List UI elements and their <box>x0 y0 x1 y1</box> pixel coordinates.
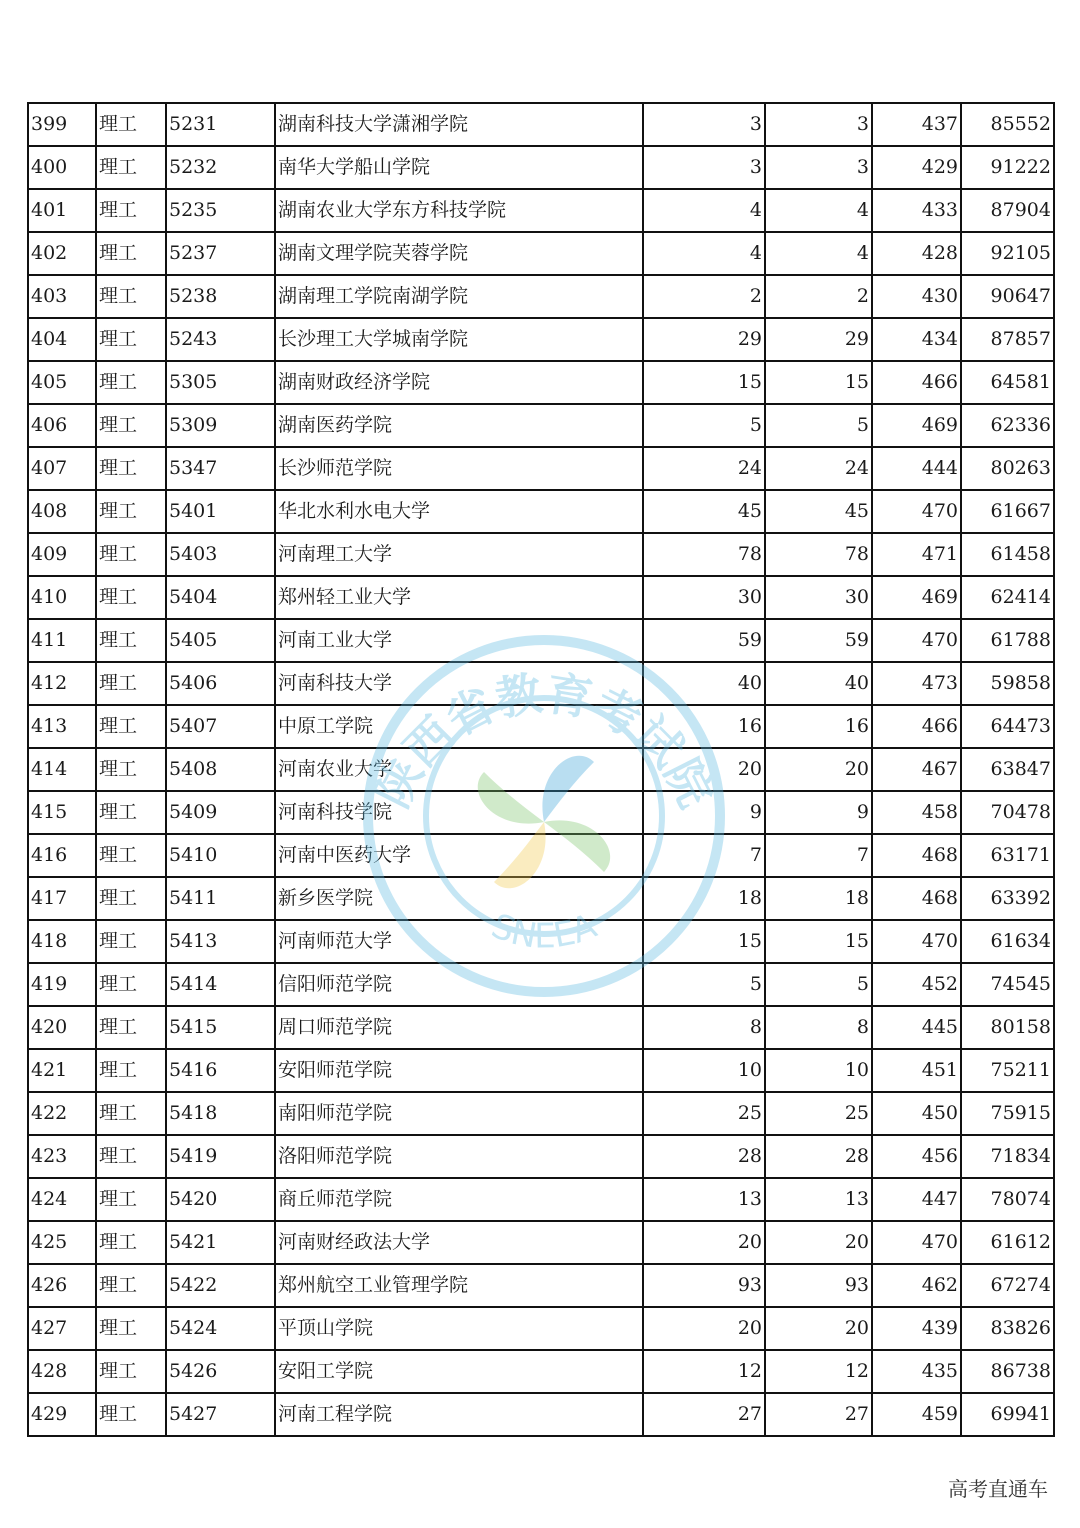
category-cell: 理工 <box>96 576 166 619</box>
plan-count-cell: 5 <box>643 963 765 1006</box>
table-row <box>28 1135 1054 1178</box>
school-name-cell: 平顶山学院 <box>275 1307 643 1350</box>
row-index-cell: 429 <box>28 1393 96 1436</box>
plan-count-cell: 4 <box>643 232 765 275</box>
table-row <box>28 1350 1054 1393</box>
school-code-cell: 5419 <box>166 1135 275 1178</box>
category-cell: 理工 <box>96 275 166 318</box>
category-cell: 理工 <box>96 146 166 189</box>
min-score-cell: 468 <box>872 877 961 920</box>
min-score-cell: 451 <box>872 1049 961 1092</box>
category-cell: 理工 <box>96 619 166 662</box>
table-row <box>28 275 1054 318</box>
plan-count-cell: 59 <box>643 619 765 662</box>
row-index-cell: 416 <box>28 834 96 877</box>
category-cell: 理工 <box>96 963 166 1006</box>
rank-cell: 71834 <box>961 1135 1054 1178</box>
plan-count-cell: 3 <box>643 103 765 146</box>
min-score-cell: 444 <box>872 447 961 490</box>
rank-cell: 78074 <box>961 1178 1054 1221</box>
table-row <box>28 1178 1054 1221</box>
admitted-count-cell: 29 <box>765 318 872 361</box>
row-index-cell: 408 <box>28 490 96 533</box>
table-row <box>28 189 1054 232</box>
category-cell: 理工 <box>96 490 166 533</box>
school-code-cell: 5237 <box>166 232 275 275</box>
school-name-cell: 新乡医学院 <box>275 877 643 920</box>
rank-cell: 61612 <box>961 1221 1054 1264</box>
school-code-cell: 5416 <box>166 1049 275 1092</box>
admitted-count-cell: 40 <box>765 662 872 705</box>
school-code-cell: 5238 <box>166 275 275 318</box>
row-index-cell: 412 <box>28 662 96 705</box>
category-cell: 理工 <box>96 1221 166 1264</box>
min-score-cell: 434 <box>872 318 961 361</box>
admitted-count-cell: 16 <box>765 705 872 748</box>
category-cell: 理工 <box>96 834 166 877</box>
table-row <box>28 533 1054 576</box>
school-name-cell: 周口师范学院 <box>275 1006 643 1049</box>
rank-cell: 80158 <box>961 1006 1054 1049</box>
admitted-count-cell: 27 <box>765 1393 872 1436</box>
min-score-cell: 435 <box>872 1350 961 1393</box>
rank-cell: 61788 <box>961 619 1054 662</box>
admitted-count-cell: 12 <box>765 1350 872 1393</box>
min-score-cell: 456 <box>872 1135 961 1178</box>
category-cell: 理工 <box>96 533 166 576</box>
table-row <box>28 103 1054 146</box>
min-score-cell: 428 <box>872 232 961 275</box>
school-name-cell: 湖南财政经济学院 <box>275 361 643 404</box>
category-cell: 理工 <box>96 877 166 920</box>
admitted-count-cell: 30 <box>765 576 872 619</box>
row-index-cell: 428 <box>28 1350 96 1393</box>
rank-cell: 90647 <box>961 275 1054 318</box>
table-row <box>28 619 1054 662</box>
school-name-cell: 安阳工学院 <box>275 1350 643 1393</box>
category-cell: 理工 <box>96 1307 166 1350</box>
plan-count-cell: 12 <box>643 1350 765 1393</box>
table-row <box>28 791 1054 834</box>
plan-count-cell: 29 <box>643 318 765 361</box>
min-score-cell: 430 <box>872 275 961 318</box>
table-row <box>28 834 1054 877</box>
plan-count-cell: 10 <box>643 1049 765 1092</box>
table-row <box>28 361 1054 404</box>
admitted-count-cell: 18 <box>765 877 872 920</box>
school-code-cell: 5410 <box>166 834 275 877</box>
plan-count-cell: 28 <box>643 1135 765 1178</box>
table-row <box>28 705 1054 748</box>
min-score-cell: 437 <box>872 103 961 146</box>
min-score-cell: 433 <box>872 189 961 232</box>
category-cell: 理工 <box>96 920 166 963</box>
min-score-cell: 459 <box>872 1393 961 1436</box>
plan-count-cell: 9 <box>643 791 765 834</box>
admitted-count-cell: 15 <box>765 920 872 963</box>
school-name-cell: 湖南理工学院南湖学院 <box>275 275 643 318</box>
school-code-cell: 5409 <box>166 791 275 834</box>
category-cell: 理工 <box>96 1006 166 1049</box>
school-name-cell: 安阳师范学院 <box>275 1049 643 1092</box>
min-score-cell: 452 <box>872 963 961 1006</box>
rank-cell: 63171 <box>961 834 1054 877</box>
category-cell: 理工 <box>96 1350 166 1393</box>
row-index-cell: 400 <box>28 146 96 189</box>
school-code-cell: 5424 <box>166 1307 275 1350</box>
rank-cell: 87904 <box>961 189 1054 232</box>
min-score-cell: 458 <box>872 791 961 834</box>
admitted-count-cell: 20 <box>765 748 872 791</box>
admitted-count-cell: 9 <box>765 791 872 834</box>
category-cell: 理工 <box>96 447 166 490</box>
seal-text-top: 陕西省教育考试院 <box>364 665 724 816</box>
admitted-count-cell: 13 <box>765 1178 872 1221</box>
category-cell: 理工 <box>96 189 166 232</box>
plan-count-cell: 16 <box>643 705 765 748</box>
min-score-cell: 445 <box>872 1006 961 1049</box>
table-row <box>28 963 1054 1006</box>
school-name-cell: 河南财经政法大学 <box>275 1221 643 1264</box>
plan-count-cell: 20 <box>643 1221 765 1264</box>
table-row <box>28 920 1054 963</box>
row-index-cell: 425 <box>28 1221 96 1264</box>
rank-cell: 85552 <box>961 103 1054 146</box>
rank-cell: 62414 <box>961 576 1054 619</box>
table-row <box>28 1221 1054 1264</box>
row-index-cell: 415 <box>28 791 96 834</box>
rank-cell: 61634 <box>961 920 1054 963</box>
rank-cell: 83826 <box>961 1307 1054 1350</box>
school-code-cell: 5235 <box>166 189 275 232</box>
table-body <box>28 103 1054 1436</box>
admitted-count-cell: 3 <box>765 103 872 146</box>
min-score-cell: 471 <box>872 533 961 576</box>
min-score-cell: 470 <box>872 490 961 533</box>
school-code-cell: 5401 <box>166 490 275 533</box>
row-index-cell: 401 <box>28 189 96 232</box>
min-score-cell: 469 <box>872 576 961 619</box>
admitted-count-cell: 93 <box>765 1264 872 1307</box>
min-score-cell: 473 <box>872 662 961 705</box>
rank-cell: 86738 <box>961 1350 1054 1393</box>
school-code-cell: 5415 <box>166 1006 275 1049</box>
admitted-count-cell: 78 <box>765 533 872 576</box>
row-index-cell: 399 <box>28 103 96 146</box>
admitted-count-cell: 20 <box>765 1221 872 1264</box>
min-score-cell: 466 <box>872 705 961 748</box>
row-index-cell: 421 <box>28 1049 96 1092</box>
plan-count-cell: 20 <box>643 748 765 791</box>
school-code-cell: 5408 <box>166 748 275 791</box>
plan-count-cell: 78 <box>643 533 765 576</box>
school-code-cell: 5407 <box>166 705 275 748</box>
table-row <box>28 1307 1054 1350</box>
school-name-cell: 郑州航空工业管理学院 <box>275 1264 643 1307</box>
school-name-cell: 南阳师范学院 <box>275 1092 643 1135</box>
rank-cell: 80263 <box>961 447 1054 490</box>
school-code-cell: 5403 <box>166 533 275 576</box>
row-index-cell: 424 <box>28 1178 96 1221</box>
plan-count-cell: 93 <box>643 1264 765 1307</box>
admitted-count-cell: 2 <box>765 275 872 318</box>
school-name-cell: 信阳师范学院 <box>275 963 643 1006</box>
min-score-cell: 470 <box>872 1221 961 1264</box>
school-name-cell: 河南农业大学 <box>275 748 643 791</box>
school-name-cell: 河南师范大学 <box>275 920 643 963</box>
admitted-count-cell: 28 <box>765 1135 872 1178</box>
category-cell: 理工 <box>96 1178 166 1221</box>
school-code-cell: 5414 <box>166 963 275 1006</box>
row-index-cell: 417 <box>28 877 96 920</box>
row-index-cell: 420 <box>28 1006 96 1049</box>
table-row <box>28 748 1054 791</box>
rank-cell: 61458 <box>961 533 1054 576</box>
row-index-cell: 419 <box>28 963 96 1006</box>
admitted-count-cell: 5 <box>765 404 872 447</box>
row-index-cell: 403 <box>28 275 96 318</box>
school-code-cell: 5421 <box>166 1221 275 1264</box>
row-index-cell: 404 <box>28 318 96 361</box>
school-code-cell: 5232 <box>166 146 275 189</box>
plan-count-cell: 25 <box>643 1092 765 1135</box>
school-name-cell: 郑州轻工业大学 <box>275 576 643 619</box>
school-name-cell: 商丘师范学院 <box>275 1178 643 1221</box>
rank-cell: 61667 <box>961 490 1054 533</box>
plan-count-cell: 5 <box>643 404 765 447</box>
category-cell: 理工 <box>96 791 166 834</box>
table-row <box>28 1092 1054 1135</box>
rank-cell: 75915 <box>961 1092 1054 1135</box>
rank-cell: 70478 <box>961 791 1054 834</box>
rank-cell: 91222 <box>961 146 1054 189</box>
row-index-cell: 427 <box>28 1307 96 1350</box>
admitted-count-cell: 3 <box>765 146 872 189</box>
admitted-count-cell: 8 <box>765 1006 872 1049</box>
plan-count-cell: 20 <box>643 1307 765 1350</box>
admitted-count-cell: 4 <box>765 189 872 232</box>
rank-cell: 63392 <box>961 877 1054 920</box>
admitted-count-cell: 59 <box>765 619 872 662</box>
school-name-cell: 湖南文理学院芙蓉学院 <box>275 232 643 275</box>
table-row <box>28 662 1054 705</box>
school-name-cell: 河南工业大学 <box>275 619 643 662</box>
min-score-cell: 470 <box>872 619 961 662</box>
school-code-cell: 5422 <box>166 1264 275 1307</box>
school-code-cell: 5231 <box>166 103 275 146</box>
school-code-cell: 5413 <box>166 920 275 963</box>
category-cell: 理工 <box>96 1135 166 1178</box>
plan-count-cell: 2 <box>643 275 765 318</box>
rank-cell: 92105 <box>961 232 1054 275</box>
table-row <box>28 1049 1054 1092</box>
school-code-cell: 5309 <box>166 404 275 447</box>
plan-count-cell: 27 <box>643 1393 765 1436</box>
table-row <box>28 146 1054 189</box>
rank-cell: 74545 <box>961 963 1054 1006</box>
school-code-cell: 5305 <box>166 361 275 404</box>
rank-cell: 62336 <box>961 404 1054 447</box>
school-code-cell: 5411 <box>166 877 275 920</box>
category-cell: 理工 <box>96 318 166 361</box>
plan-count-cell: 30 <box>643 576 765 619</box>
admitted-count-cell: 10 <box>765 1049 872 1092</box>
category-cell: 理工 <box>96 404 166 447</box>
category-cell: 理工 <box>96 103 166 146</box>
row-index-cell: 407 <box>28 447 96 490</box>
admitted-count-cell: 45 <box>765 490 872 533</box>
school-code-cell: 5243 <box>166 318 275 361</box>
school-code-cell: 5427 <box>166 1393 275 1436</box>
table-row <box>28 232 1054 275</box>
table-row <box>28 1393 1054 1436</box>
admitted-count-cell: 7 <box>765 834 872 877</box>
school-name-cell: 河南理工大学 <box>275 533 643 576</box>
min-score-cell: 429 <box>872 146 961 189</box>
table-row <box>28 447 1054 490</box>
category-cell: 理工 <box>96 1049 166 1092</box>
category-cell: 理工 <box>96 1092 166 1135</box>
school-name-cell: 洛阳师范学院 <box>275 1135 643 1178</box>
school-code-cell: 5406 <box>166 662 275 705</box>
rank-cell: 69941 <box>961 1393 1054 1436</box>
admitted-count-cell: 4 <box>765 232 872 275</box>
table-row <box>28 404 1054 447</box>
table-row <box>28 576 1054 619</box>
admitted-count-cell: 15 <box>765 361 872 404</box>
school-name-cell: 长沙师范学院 <box>275 447 643 490</box>
school-code-cell: 5404 <box>166 576 275 619</box>
plan-count-cell: 8 <box>643 1006 765 1049</box>
min-score-cell: 439 <box>872 1307 961 1350</box>
table-row <box>28 877 1054 920</box>
table-row <box>28 318 1054 361</box>
plan-count-cell: 15 <box>643 361 765 404</box>
min-score-cell: 447 <box>872 1178 961 1221</box>
category-cell: 理工 <box>96 232 166 275</box>
school-name-cell: 华北水利水电大学 <box>275 490 643 533</box>
category-cell: 理工 <box>96 705 166 748</box>
rank-cell: 59858 <box>961 662 1054 705</box>
rank-cell: 64473 <box>961 705 1054 748</box>
rank-cell: 87857 <box>961 318 1054 361</box>
plan-count-cell: 7 <box>643 834 765 877</box>
category-cell: 理工 <box>96 1264 166 1307</box>
footer-brand: 高考直通车 <box>944 1473 1052 1502</box>
school-name-cell: 河南科技大学 <box>275 662 643 705</box>
category-cell: 理工 <box>96 748 166 791</box>
school-name-cell: 湖南农业大学东方科技学院 <box>275 189 643 232</box>
school-name-cell: 南华大学船山学院 <box>275 146 643 189</box>
admitted-count-cell: 25 <box>765 1092 872 1135</box>
row-index-cell: 402 <box>28 232 96 275</box>
plan-count-cell: 18 <box>643 877 765 920</box>
category-cell: 理工 <box>96 662 166 705</box>
seal-text-bottom: SNEEA <box>485 905 603 957</box>
plan-count-cell: 13 <box>643 1178 765 1221</box>
min-score-cell: 468 <box>872 834 961 877</box>
school-name-cell: 河南工程学院 <box>275 1393 643 1436</box>
table-row <box>28 490 1054 533</box>
plan-count-cell: 3 <box>643 146 765 189</box>
school-name-cell: 长沙理工大学城南学院 <box>275 318 643 361</box>
min-score-cell: 467 <box>872 748 961 791</box>
school-name-cell: 河南科技学院 <box>275 791 643 834</box>
row-index-cell: 405 <box>28 361 96 404</box>
table-row <box>28 1264 1054 1307</box>
row-index-cell: 413 <box>28 705 96 748</box>
admissions-table <box>27 102 1055 1437</box>
min-score-cell: 466 <box>872 361 961 404</box>
school-code-cell: 5420 <box>166 1178 275 1221</box>
school-name-cell: 湖南科技大学潇湘学院 <box>275 103 643 146</box>
admitted-count-cell: 24 <box>765 447 872 490</box>
rank-cell: 67274 <box>961 1264 1054 1307</box>
plan-count-cell: 4 <box>643 189 765 232</box>
plan-count-cell: 24 <box>643 447 765 490</box>
school-name-cell: 中原工学院 <box>275 705 643 748</box>
school-name-cell: 湖南医药学院 <box>275 404 643 447</box>
school-code-cell: 5418 <box>166 1092 275 1135</box>
plan-count-cell: 15 <box>643 920 765 963</box>
rank-cell: 64581 <box>961 361 1054 404</box>
school-code-cell: 5405 <box>166 619 275 662</box>
row-index-cell: 409 <box>28 533 96 576</box>
row-index-cell: 414 <box>28 748 96 791</box>
plan-count-cell: 40 <box>643 662 765 705</box>
row-index-cell: 406 <box>28 404 96 447</box>
category-cell: 理工 <box>96 361 166 404</box>
school-name-cell: 河南中医药大学 <box>275 834 643 877</box>
rank-cell: 75211 <box>961 1049 1054 1092</box>
row-index-cell: 418 <box>28 920 96 963</box>
row-index-cell: 422 <box>28 1092 96 1135</box>
school-code-cell: 5426 <box>166 1350 275 1393</box>
table-row <box>28 1006 1054 1049</box>
plan-count-cell: 45 <box>643 490 765 533</box>
admitted-count-cell: 5 <box>765 963 872 1006</box>
school-code-cell: 5347 <box>166 447 275 490</box>
min-score-cell: 470 <box>872 920 961 963</box>
category-cell: 理工 <box>96 1393 166 1436</box>
min-score-cell: 450 <box>872 1092 961 1135</box>
row-index-cell: 423 <box>28 1135 96 1178</box>
row-index-cell: 410 <box>28 576 96 619</box>
min-score-cell: 469 <box>872 404 961 447</box>
admitted-count-cell: 20 <box>765 1307 872 1350</box>
rank-cell: 63847 <box>961 748 1054 791</box>
row-index-cell: 411 <box>28 619 96 662</box>
row-index-cell: 426 <box>28 1264 96 1307</box>
min-score-cell: 462 <box>872 1264 961 1307</box>
